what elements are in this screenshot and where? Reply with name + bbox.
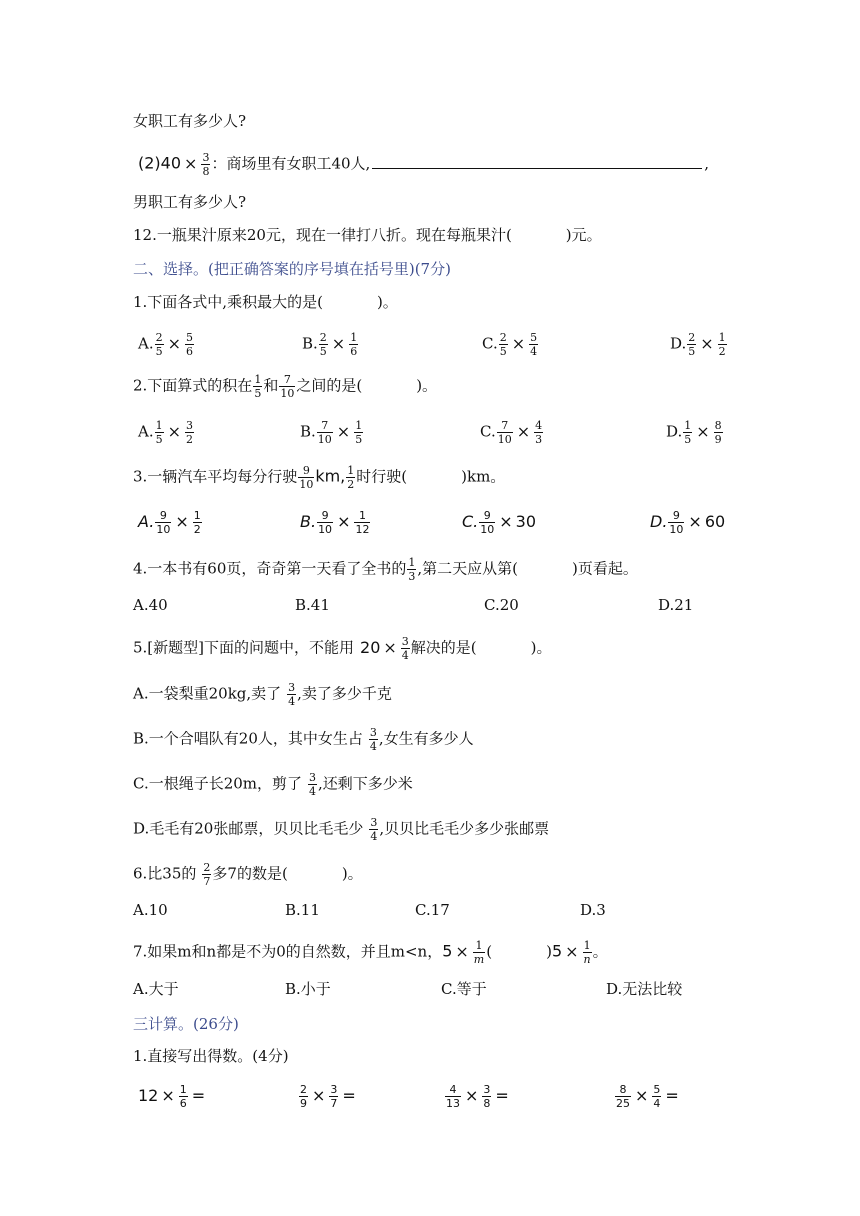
q1-option-c: C. $\frac{2}{5}$ × $\frac{5}{4}$ bbox=[482, 331, 538, 358]
q7-option-c: C.等于 bbox=[441, 980, 487, 998]
q2-option-b: B. $\frac{7}{10}$ × $\frac{1}{5}$ bbox=[300, 419, 363, 446]
q4-option-b: B.41 bbox=[295, 596, 330, 614]
q3-option-b: B. $\frac{9}{10}$ × $\frac{1}{12}$ bbox=[300, 509, 370, 536]
q3-option-a: A. $\frac{9}{10}$ × $\frac{1}{2}$ bbox=[138, 509, 201, 536]
q2-option-c: C. $\frac{7}{10}$ × $\frac{4}{3}$ bbox=[480, 419, 543, 446]
q2-option-a: A. $\frac{1}{5}$ × $\frac{3}{2}$ bbox=[138, 419, 194, 446]
q1-option-d: D. $\frac{2}{5}$ × $\frac{1}{2}$ bbox=[670, 331, 726, 358]
q6-option-c: C.17 bbox=[415, 901, 450, 919]
calc-item-3: $\frac{4}{13}$ × $\frac{3}{8}$ = bbox=[446, 1083, 509, 1110]
q2-option-d: D. $\frac{1}{5}$ × $\frac{8}{9}$ bbox=[666, 419, 722, 446]
q5-option-d: D.毛毛有20张邮票，贝贝比毛毛少 $\frac{3}{4}$ ,贝贝比毛毛少多少张邮票 bbox=[133, 816, 550, 843]
question-5: 5.[新题型]下面的问题中，不能用 20 × $\frac{3}{4}$ 解决的是( )。 bbox=[133, 635, 552, 662]
fraction: $\frac{3}{8}$ bbox=[202, 151, 210, 178]
q11-continuation: 女职工有多少人? bbox=[133, 112, 247, 130]
question-7: 7.如果m和n都是不为0的自然数，并且m<n，5 × $\frac{1}{m}$ ( )5 × $\frac{1}{n}$ 。 bbox=[133, 939, 608, 966]
q3-option-d: D. $\frac{9}{10}$ × 60 bbox=[650, 509, 726, 536]
q3-option-c: C. $\frac{9}{10}$ × 30 bbox=[462, 509, 537, 536]
answer-line[interactable] bbox=[372, 154, 702, 169]
q4-option-d: D.21 bbox=[658, 596, 694, 614]
q5-option-b: B.一个合唱队有20人，其中女生占 $\frac{3}{4}$ ,女生有多少人 bbox=[133, 726, 474, 753]
q1-option-b: B. $\frac{2}{5}$ × $\frac{1}{6}$ bbox=[302, 331, 358, 358]
question-12: 12.一瓶果汁原来20元，现在一律打八折。现在每瓶果汁( )元。 bbox=[133, 226, 602, 244]
q7-option-d: D.无法比较 bbox=[606, 980, 683, 998]
q4-option-a: A.40 bbox=[133, 596, 168, 614]
calc-item-1: 12 × $\frac{1}{6}$ = bbox=[138, 1083, 206, 1110]
question-1: 1.下面各式中,乘积最大的是( )。 bbox=[133, 293, 398, 311]
calc-item-2: $\frac{2}{9}$ × $\frac{3}{7}$ = bbox=[300, 1083, 356, 1110]
q7-option-a: A.大于 bbox=[133, 980, 179, 998]
q4-option-c: C.20 bbox=[484, 596, 519, 614]
q6-option-a: A.10 bbox=[133, 901, 168, 919]
q7-option-b: B.小于 bbox=[285, 980, 331, 998]
q11-tail: 男职工有多少人? bbox=[133, 193, 247, 211]
q6-option-d: D.3 bbox=[580, 901, 606, 919]
calc-part-1: 1.直接写出得数。(4分) bbox=[133, 1047, 289, 1065]
q1-option-a: A. $\frac{2}{5}$ × $\frac{5}{6}$ bbox=[138, 331, 194, 358]
q5-option-c: C.一根绳子长20m，剪了 $\frac{3}{4}$ ,还剩下多少米 bbox=[133, 771, 413, 798]
q6-option-b: B.11 bbox=[285, 901, 320, 919]
question-4: 4.一本书有60页，奇奇第一天看了全书的 $\frac{1}{3}$ ,第二天应从第( )页看起。 bbox=[133, 556, 638, 583]
calc-item-4: $\frac{8}{25}$ × $\frac{5}{4}$ = bbox=[616, 1083, 679, 1110]
question-3: 3.一辆汽车平均每分行驶 $\frac{9}{10}$ km, $\frac{1}{2}$ 时行驶( )km。 bbox=[133, 464, 506, 491]
section-2-heading: 二、选择。(把正确答案的序号填在括号里)(7分) bbox=[133, 260, 451, 278]
q5-option-a: A.一袋梨重20kg,卖了 $\frac{3}{4}$ ,卖了多少千克 bbox=[133, 681, 392, 708]
question-6: 6.比35的 $\frac{2}{7}$ 多7的数是( )。 bbox=[133, 861, 363, 888]
question-2: 2.下面算式的积在 $\frac{1}{5}$ 和 $\frac{7}{10}$ 之间的是( )。 bbox=[133, 373, 438, 400]
q11-part2: (2)40 × $\frac{3}{8}$ ：商场里有女职工40人, , bbox=[138, 151, 710, 178]
section-3-heading: 三计算。(26分) bbox=[133, 1015, 239, 1033]
